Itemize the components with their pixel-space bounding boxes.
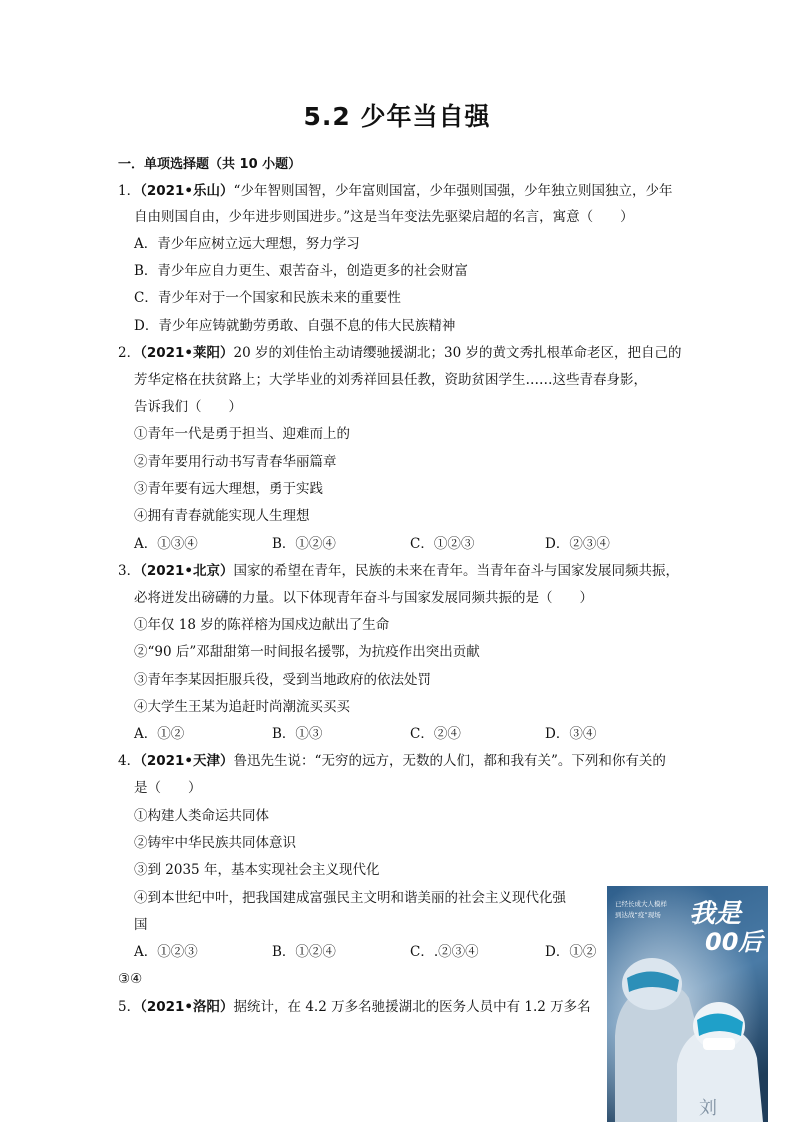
q1-option-a: A．青少年应树立远大理想，努力学习 [134, 236, 360, 252]
q3-statement-4: ④大学生王某为追赶时尚潮流买买买 [134, 699, 350, 715]
poster-name-scribble: 刘 [699, 1098, 717, 1118]
q4-number: 4． [118, 753, 141, 769]
q4-option-d-wrap: ③④ [118, 971, 143, 987]
q4-line-1 [118, 751, 666, 771]
q3-statement-1: ①年仅 18 岁的陈祥榕为国戍边献出了生命 [134, 617, 390, 633]
poster-headline-2: 00后 [705, 928, 763, 956]
poster-headline-1: 我是 [689, 899, 742, 929]
q3-option-d: D．③④ [545, 726, 597, 742]
q2-stem-1: 20 岁的刘佳怡主动请缨驰援湖北；30 岁的黄文秀扎根革命老区，把自己的 [233, 345, 682, 361]
q1-stem-1: “少年智则国智，少年富则国富，少年强则国强，少年独立则国独立，少年 [233, 183, 673, 199]
q2-statement-4: ④拥有青春就能实现人生理想 [134, 508, 310, 524]
q2-line-1 [118, 343, 682, 363]
q1-option-c: C．青少年对于一个国家和民族未来的重要性 [134, 290, 401, 306]
q4-statement-4-line-2: 国 [134, 917, 148, 933]
q2-option-c: C．①②③ [410, 536, 475, 552]
q4-option-a: A．①②③ [134, 944, 198, 960]
q1-option-d: D．青少年应铸就勤劳勇敢、自强不息的伟大民族精神 [134, 318, 456, 334]
q3-statement-2: ②“90 后”邓甜甜第一时间报名援鄂，为抗疫作出突出贡献 [134, 644, 480, 660]
q2-statement-2: ②青年要用行动书写青春华丽篇章 [134, 454, 337, 470]
q3-option-a: A．①② [134, 726, 185, 742]
q2-option-d: D．②③④ [545, 536, 610, 552]
q3-line-1 [118, 561, 679, 581]
q4-statement-2: ②铸牢中华民族共同体意识 [134, 835, 296, 851]
q4-option-d: D．①② [545, 944, 597, 960]
q5-number: 5． [118, 999, 141, 1015]
q2-statement-3: ③青年要有远大理想，勇于实践 [134, 481, 323, 497]
q4-line-2: 是（ ） [134, 780, 202, 796]
q4-option-c: C．.②③④ [410, 944, 479, 960]
q4-statement-1: ①构建人类命运共同体 [134, 808, 269, 824]
q3-source: （2021•北京） [140, 563, 234, 579]
q1-line-2: 自由则国自由，少年进步则国进步。”这是当年变法先驱梁启超的名言，寓意（ ） [134, 209, 634, 225]
q2-option-b: B．①②④ [272, 536, 336, 552]
q4-source: （2021•天津） [140, 753, 234, 769]
page-title: 5.2 少年当自强 [303, 102, 491, 131]
q4-statement-3: ③到 2035 年，基本实现社会主义现代化 [134, 862, 380, 878]
q5-source: （2021•洛阳） [140, 999, 234, 1015]
poster-image [607, 886, 768, 1122]
q4-stem-1: 鲁迅先生说：“无穷的远方，无数的人们，都和我有关”。下列和你有关的 [233, 753, 666, 769]
q3-option-b: B．①③ [272, 726, 323, 742]
q4-option-b: B．①②④ [272, 944, 336, 960]
q1-number: 1． [118, 183, 141, 199]
q3-statement-3: ③青年李某因拒服兵役，受到当地政府的依法处罚 [134, 672, 431, 688]
q2-source: （2021•莱阳） [140, 345, 234, 361]
q3-option-c: C．②④ [410, 726, 461, 742]
q1-option-b: B．青少年应自力更生、艰苦奋斗，创造更多的社会财富 [134, 263, 468, 279]
q1-line-1 [118, 181, 672, 201]
section-heading: 一．单项选择题（共 10 小题） [118, 157, 302, 172]
q3-stem-1: 国家的希望在青年，民族的未来在青年。当青年奋斗与国家发展同频共振， [233, 563, 680, 579]
q2-statement-1: ①青年一代是勇于担当、迎难而上的 [134, 426, 350, 442]
q4-statement-4-line-1: ④到本世纪中叶，把我国建成富强民主文明和谐美丽的社会主义现代化强 [134, 890, 566, 906]
q3-line-2: 必将迸发出磅礴的力量。以下体现青年奋斗与国家发展同频共振的是（ ） [134, 590, 593, 606]
q5-line-1 [118, 997, 591, 1017]
poster-tagline-2: 到达战“疫”现场 [615, 911, 661, 919]
q1-source: （2021•乐山） [140, 183, 234, 199]
q2-number: 2． [118, 345, 141, 361]
q2-line-2: 芳华定格在扶贫路上；大学毕业的刘秀祥回县任教，资助贫困学生……这些青春身影， [134, 372, 647, 388]
poster-tagline-1: 已经长成大人模样 [615, 900, 667, 908]
q2-line-3: 告诉我们（ ） [134, 399, 242, 415]
q5-stem-1: 据统计，在 4.2 万多名驰援湖北的医务人员中有 1.2 万多名 [233, 999, 591, 1015]
poster-illustration [607, 886, 768, 1122]
q2-option-a: A．①③④ [134, 536, 198, 552]
q3-number: 3． [118, 563, 141, 579]
